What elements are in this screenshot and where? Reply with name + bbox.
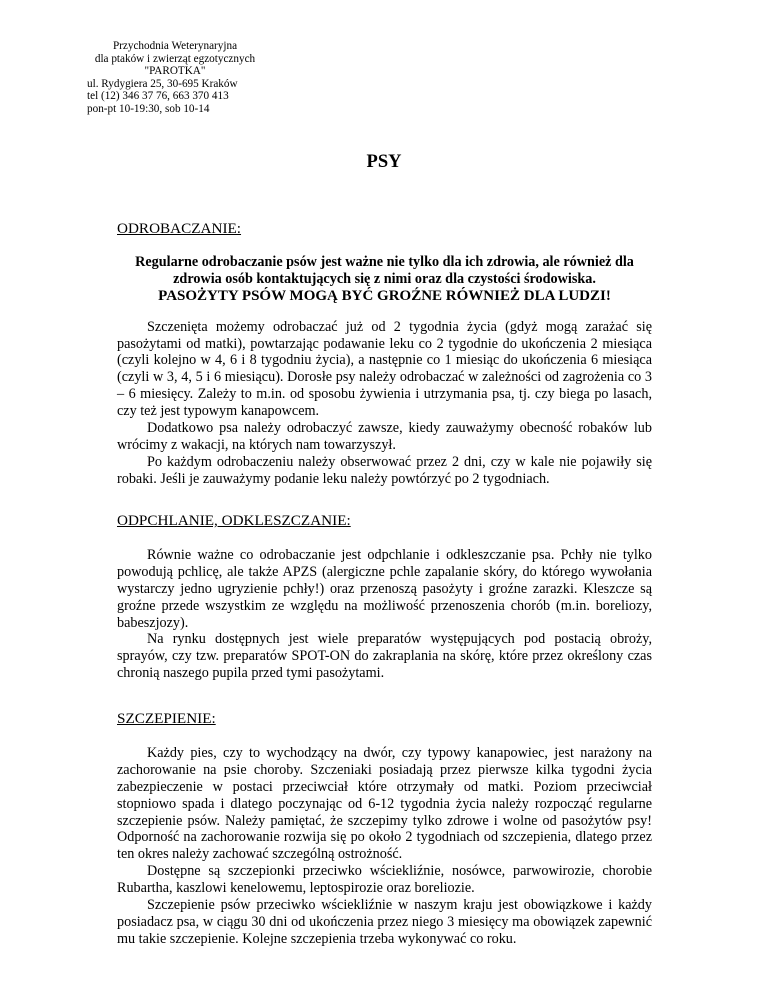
vaccination-heading: SZCZEPIENIE: — [117, 710, 216, 727]
clinic-header — [87, 40, 263, 116]
deworming-paragraph: Dodatkowo psa należy odrobaczyć zawsze, kiedy zauważymy obecność robaków lub wrócimy z wakacji, na których nam towarzyszył. — [117, 420, 652, 453]
clinic-name: Przychodnia Weterynaryjna — [112, 40, 238, 52]
deworming-lead: Regularne odrobaczanie psów jest ważne nie tylko dla ich zdrowia, ale również dla zdrowia osób kontaktujących się z nimi oraz dla czystości środowiska. — [135, 253, 634, 287]
deworming-paragraph: Szczenięta możemy odrobaczać już od 2 tygodnia życia (gdyż mogą zarażać się pasożytami od matki), powtarzając podawanie leku co 2 tygodnie do ukończenia 2 miesiąca (czyli kolejno w 4, 6 i 8 tygodniu życia), a następnie co 1 miesiąc do ukończenia 6 miesiąca (czyli w 3, 4, 5 i 6 miesiącu). Dorosłe psy należy odrobaczać w zależności od zagrożenia co 3 – 6 miesięcy. Zależy to m.in. od sposobu żywienia i utrzymania psa, tj. czy biega po lasach, czy też jest typowym kanapowcem. — [117, 318, 652, 420]
fleas-paragraph: Równie ważne co odrobaczanie jest odpchlanie i odkleszczanie psa. Pchły nie tylko powodują pchlicę, ale także APZS (alergiczne pchle zapalanie skóry, do którego wywołania wystarczy jedno ugryzienie pchły!) oraz przenoszą pasożyty i groźne zarazki. Kleszcze są groźne przede wszystkim ze względu na możliwość przenoszenia chorób (m.in. boreliozy, babeszjozy). — [117, 546, 652, 631]
vaccination-paragraph: Szczepienie psów przeciwko wściekliźnie w naszym kraju jest obowiązkowe i każdy posiadacz psa, w ciągu 30 dni od ukończenia przez niego 3 miesięcy ma obowiązek zapewnić mu takie szczepienie. Kolejne szczepienia trzeba wykonywać co roku. — [117, 897, 652, 947]
deworming-warning: PASOŻYTY PSÓW MOGĄ BYĆ GROŹNE RÓWNIEŻ DLA LUDZI! — [158, 287, 611, 304]
fleas-paragraph: Na rynku dostępnych jest wiele preparatów występujących pod postacią obroży, sprayów, czy tzw. preparatów SPOT-ON do zakraplania na skórę, które przez określony czas chronią naszego pupila przed tymi pasożytami. — [117, 631, 652, 682]
fleas-heading: ODPCHLANIE, ODKLESZCZANIE: — [117, 512, 351, 529]
deworming-heading: ODROBACZANIE: — [117, 220, 242, 237]
vaccination-section — [117, 711, 652, 948]
clinic-brand: "PAROTKA" — [144, 65, 206, 78]
fleas-section — [117, 513, 652, 682]
deworming-section — [117, 221, 652, 488]
vaccination-paragraph: Dostępne są szczepionki przeciwko wściekliźnie, nosówce, parwowirozie, chorobie Rubartha, kaszlowi kenelowemu, leptospirozie oraz boreliozie. — [117, 863, 652, 897]
page-title: PSY — [366, 152, 402, 172]
clinic-hours: pon-pt 10-19:30, sob 10-14 — [87, 102, 210, 115]
deworming-paragraph: Po każdym odrobaczeniu należy obserwować przez 2 dni, czy w kale nie pojawiły się robaki. Jeśli je zauważymy podanie leku należy powtórzyć po 2 tygodniach. — [117, 453, 652, 487]
clinic-address: ul. Rydygiera 25, 30-695 Kraków — [87, 77, 238, 90]
clinic-phone: tel (12) 346 37 76, 663 370 413 — [87, 90, 229, 103]
vaccination-paragraph: Każdy pies, czy to wychodzący na dwór, czy typowy kanapowiec, jest narażony na zachorowanie na psie choroby. Szczeniaki posiadają przez pierwsze kilka tygodni życia zabezpieczenie w postaci przeciwciał które otrzymały od matki. Poziom przeciwciał stopniowo spada i dlatego poczynając od 6-12 tygodnia życia należy rozpocząć regularne szczepienie psów. Należy pamiętać, że szczepimy tylko zdrowe i wolne od pasożytów psy! Odporność na zachorowanie rozwija się po około 2 tygodniach od szczepienia, dlatego przez ten okres należy zachować szczególną ostrożność. — [117, 744, 652, 863]
clinic-specialty: dla ptaków i zwierząt egzotycznych — [94, 52, 256, 65]
